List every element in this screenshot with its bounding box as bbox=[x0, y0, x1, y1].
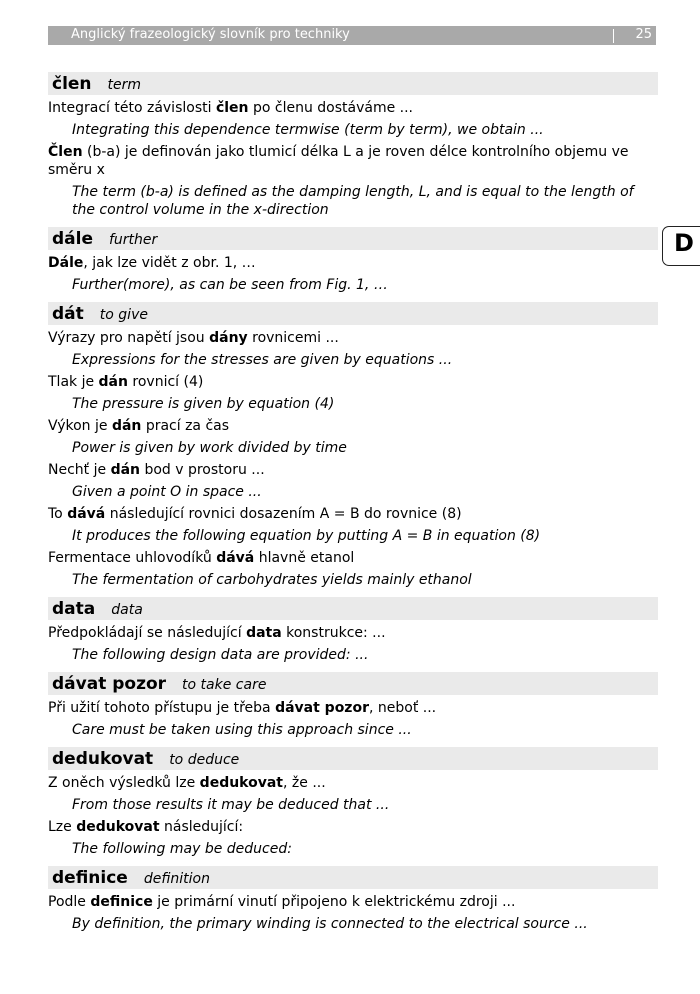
entry-heading bbox=[48, 672, 658, 695]
highlighted-term: dávat pozor bbox=[275, 700, 369, 716]
headword: dát bbox=[52, 304, 84, 324]
english-translation: Expressions for the stresses are given by equations ... bbox=[72, 352, 453, 368]
czech-example bbox=[48, 699, 658, 717]
headword-translation: to give bbox=[99, 307, 148, 323]
czech-example bbox=[48, 818, 658, 836]
highlighted-term: data bbox=[246, 625, 282, 641]
example-text: Integrací této závislosti bbox=[48, 100, 216, 116]
entry-heading bbox=[48, 597, 658, 620]
czech-example bbox=[48, 505, 658, 523]
example-text: Tlak je bbox=[48, 374, 99, 390]
english-translation: The term (b-a) is defined as the damping length, L, and is equal to the length of the control volume in the x-direction bbox=[72, 184, 634, 218]
header-divider bbox=[613, 29, 614, 43]
highlighted-term: dán bbox=[111, 418, 142, 434]
czech-example bbox=[48, 549, 658, 567]
entry-heading bbox=[48, 866, 658, 889]
example-text: , jak lze vidět z obr. 1, … bbox=[83, 255, 256, 271]
dictionary-entries bbox=[48, 72, 658, 941]
english-translation: From those results it may be deduced that ... bbox=[72, 797, 390, 813]
page-number: 25 bbox=[635, 27, 652, 42]
czech-example bbox=[48, 774, 658, 792]
czech-example bbox=[48, 893, 658, 911]
headword-translation: further bbox=[109, 232, 158, 248]
highlighted-term: člen bbox=[215, 100, 249, 116]
example-text: , že ... bbox=[283, 775, 326, 791]
headword-translation: term bbox=[107, 77, 142, 93]
english-translation: It produces the following equation by putting A = B in equation (8) bbox=[72, 528, 541, 544]
example-text: Předpokládají se následující bbox=[48, 625, 247, 641]
english-translation: The pressure is given by equation (4) bbox=[72, 396, 335, 412]
example-text: To bbox=[48, 506, 68, 522]
english-translation: The following may be deduced: bbox=[72, 841, 292, 857]
example-text: Fermentace uhlovodíků bbox=[48, 550, 217, 566]
czech-example bbox=[48, 461, 658, 479]
czech-example bbox=[48, 143, 658, 179]
example-text: Při užití tohoto přístupu je třeba bbox=[48, 700, 276, 716]
headword: člen bbox=[52, 74, 92, 94]
headword-translation: data bbox=[111, 602, 143, 618]
entry-heading bbox=[48, 72, 658, 95]
entry-heading bbox=[48, 302, 658, 325]
example-text: je primární vinutí připojeno k elektrickému zdroji ... bbox=[152, 894, 516, 910]
dictionary-entry bbox=[48, 302, 658, 589]
highlighted-term: dává bbox=[216, 550, 255, 566]
highlighted-term: dán bbox=[110, 462, 140, 478]
czech-example bbox=[48, 373, 658, 391]
entry-heading bbox=[48, 747, 658, 770]
example-text: Z oněch výsledků lze bbox=[48, 775, 200, 791]
entry-heading bbox=[48, 227, 658, 250]
example-text: (b-a) je definován jako tlumicí délka L a je roven délce kontrolního objemu ve směru x bbox=[48, 144, 629, 178]
example-text: konstrukce: ... bbox=[281, 625, 386, 641]
english-translation: Given a point O in space ... bbox=[72, 484, 262, 500]
english-translation: The fermentation of carbohydrates yields mainly ethanol bbox=[72, 572, 472, 588]
highlighted-term: Dále bbox=[48, 255, 84, 271]
headword-translation: to take care bbox=[182, 677, 267, 693]
highlighted-term: dány bbox=[209, 330, 248, 346]
book-title: Anglický frazeologický slovník pro techniky bbox=[71, 27, 350, 42]
example-text: rovnicí (4) bbox=[127, 374, 204, 390]
example-text: následující: bbox=[159, 819, 244, 835]
example-text: Podle bbox=[48, 894, 91, 910]
example-text: Nechť je bbox=[48, 462, 111, 478]
running-header bbox=[48, 26, 656, 45]
dictionary-entry bbox=[48, 597, 658, 664]
dictionary-entry bbox=[48, 866, 658, 933]
dictionary-entry bbox=[48, 672, 658, 739]
headword: definice bbox=[52, 868, 128, 888]
headword-translation: definition bbox=[143, 871, 210, 887]
example-text: Lze bbox=[48, 819, 77, 835]
dictionary-entry bbox=[48, 747, 658, 858]
headword: dále bbox=[52, 229, 93, 249]
english-translation: Care must be taken using this approach since ... bbox=[72, 722, 412, 738]
english-translation: Further(more), as can be seen from Fig. 1, … bbox=[72, 277, 388, 293]
headword: dávat pozor bbox=[52, 674, 167, 694]
highlighted-term: Člen bbox=[48, 144, 83, 160]
czech-example bbox=[48, 329, 658, 347]
highlighted-term: dedukovat bbox=[76, 819, 160, 835]
dictionary-entry bbox=[48, 72, 658, 219]
english-translation: The following design data are provided: ... bbox=[72, 647, 369, 663]
english-translation: By definition, the primary winding is connected to the electrical source ... bbox=[72, 916, 588, 932]
example-text: rovnicemi ... bbox=[247, 330, 339, 346]
english-translation: Power is given by work divided by time bbox=[72, 440, 347, 456]
example-text: po členu dostáváme ... bbox=[248, 100, 413, 116]
example-text: bod v prostoru ... bbox=[140, 462, 265, 478]
czech-example bbox=[48, 254, 658, 272]
highlighted-term: dedukovat bbox=[199, 775, 283, 791]
example-text: Výkon je bbox=[48, 418, 112, 434]
headword: dedukovat bbox=[52, 749, 154, 769]
example-text: , neboť ... bbox=[368, 700, 437, 716]
highlighted-term: dán bbox=[98, 374, 128, 390]
czech-example bbox=[48, 624, 658, 642]
headword: data bbox=[52, 599, 96, 619]
headword-translation: to deduce bbox=[169, 752, 240, 768]
example-text: hlavně etanol bbox=[254, 550, 355, 566]
example-text: prací za čas bbox=[141, 418, 230, 434]
czech-example bbox=[48, 417, 658, 435]
dictionary-entry bbox=[48, 227, 658, 294]
highlighted-term: dává bbox=[67, 506, 106, 522]
thumb-index-tab bbox=[662, 226, 700, 266]
thumb-index-letter: D bbox=[674, 229, 694, 257]
highlighted-term: definice bbox=[90, 894, 153, 910]
czech-example bbox=[48, 99, 658, 117]
example-text: Výrazy pro napětí jsou bbox=[48, 330, 210, 346]
english-translation: Integrating this dependence termwise (term by term), we obtain ... bbox=[72, 122, 544, 138]
example-text: následující rovnici dosazením A = B do rovnice (8) bbox=[105, 506, 462, 522]
